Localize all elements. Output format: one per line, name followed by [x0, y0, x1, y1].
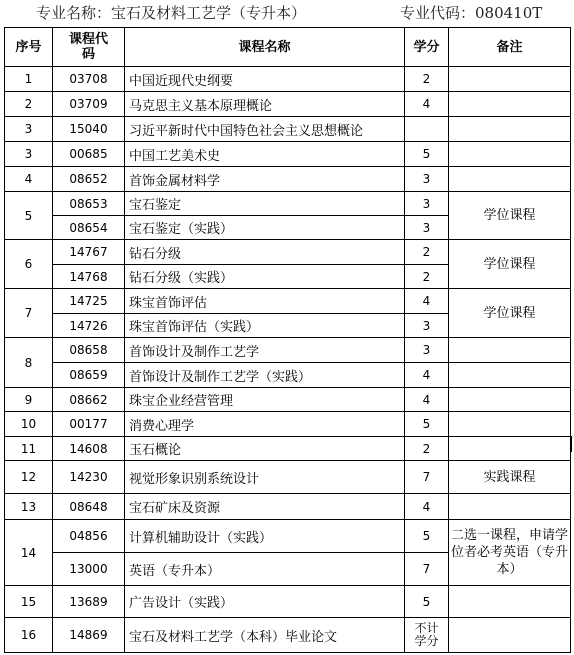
cell-name: 宝石及材料工艺学（本科）毕业论文 — [125, 618, 405, 653]
cell-name: 珠宝首饰评估（实践） — [125, 314, 405, 338]
cell-name: 宝石鉴定 — [125, 192, 405, 216]
cell-code: 13689 — [53, 586, 125, 618]
cell-name: 视觉形象识别系统设计 — [125, 461, 405, 494]
cell-code: 14767 — [53, 240, 125, 265]
table-row — [5, 437, 571, 461]
cell-remark-practice: 实践课程 — [449, 461, 571, 494]
table-row — [5, 117, 571, 142]
cell-credit: 4 — [405, 363, 449, 388]
cell-name: 首饰设计及制作工艺学 — [125, 338, 405, 363]
cell-credit: 3 — [405, 216, 449, 240]
cell-name: 中国工艺美术史 — [125, 142, 405, 167]
cell-seq: 12 — [5, 461, 53, 494]
cell-remark — [449, 494, 571, 520]
edge-mark — [570, 436, 572, 452]
cell-seq: 9 — [5, 388, 53, 412]
course-table — [4, 27, 571, 653]
cell-seq: 10 — [5, 412, 53, 437]
cell-seq: 5 — [5, 192, 53, 240]
cell-code: 14608 — [53, 437, 125, 461]
major-name: 专业名称：宝石及材料工艺学（专升本） — [36, 4, 307, 22]
cell-code: 00685 — [53, 142, 125, 167]
cell-remark — [449, 437, 571, 461]
cell-remark — [449, 92, 571, 117]
table-row — [5, 338, 571, 363]
cell-seq: 13 — [5, 494, 53, 520]
cell-seq: 14 — [5, 520, 53, 586]
cell-seq: 3 — [5, 117, 53, 142]
cell-code: 03708 — [53, 67, 125, 92]
cell-seq: 8 — [5, 338, 53, 388]
cell-remark — [449, 142, 571, 167]
table-row — [5, 92, 571, 117]
cell-credit: 不计学分 — [405, 618, 449, 653]
cell-seq: 6 — [5, 240, 53, 289]
cell-remark — [449, 412, 571, 437]
cell-code: 08653 — [53, 192, 125, 216]
cell-seq: 15 — [5, 586, 53, 618]
cell-remark — [449, 586, 571, 618]
cell-name: 马克思主义基本原理概论 — [125, 92, 405, 117]
cell-remark — [449, 117, 571, 142]
cell-credit: 4 — [405, 388, 449, 412]
cell-seq: 4 — [5, 167, 53, 192]
cell-code: 08658 — [53, 338, 125, 363]
cell-credit: 2 — [405, 67, 449, 92]
table-row — [5, 240, 571, 265]
cell-code: 14768 — [53, 265, 125, 289]
cell-remark — [449, 67, 571, 92]
cell-code: 08652 — [53, 167, 125, 192]
cell-name: 习近平新时代中国特色社会主义思想概论 — [125, 117, 405, 142]
col-header-remark: 备注 — [449, 28, 571, 67]
col-header-name: 课程名称 — [125, 28, 405, 67]
cell-credit: 3 — [405, 167, 449, 192]
cell-credit: 4 — [405, 494, 449, 520]
cell-name: 消费心理学 — [125, 412, 405, 437]
cell-name: 广告设计（实践） — [125, 586, 405, 618]
cell-credit: 4 — [405, 289, 449, 314]
cell-code: 14726 — [53, 314, 125, 338]
table-row — [5, 67, 571, 92]
cell-code: 08654 — [53, 216, 125, 240]
table-row — [5, 586, 571, 618]
cell-name: 首饰金属材料学 — [125, 167, 405, 192]
table-row — [5, 461, 571, 494]
cell-seq: 11 — [5, 437, 53, 461]
cell-credit: 3 — [405, 314, 449, 338]
cell-credit: 5 — [405, 412, 449, 437]
cell-credit: 3 — [405, 338, 449, 363]
cell-code: 08648 — [53, 494, 125, 520]
cell-remark — [449, 388, 571, 412]
cell-credit: 5 — [405, 142, 449, 167]
cell-code: 15040 — [53, 117, 125, 142]
cell-credit: 5 — [405, 586, 449, 618]
cell-code: 08659 — [53, 363, 125, 388]
table-row — [5, 618, 571, 653]
cell-remark-degree: 学位课程 — [449, 240, 571, 289]
cell-remark — [449, 618, 571, 653]
cell-credit: 7 — [405, 553, 449, 586]
cell-code: 14869 — [53, 618, 125, 653]
cell-name: 英语（专升本） — [125, 553, 405, 586]
cell-seq: 7 — [5, 289, 53, 338]
cell-code: 13000 — [53, 553, 125, 586]
cell-name: 中国近现代史纲要 — [125, 67, 405, 92]
cell-name: 珠宝企业经营管理 — [125, 388, 405, 412]
cell-remark-degree: 学位课程 — [449, 192, 571, 240]
cell-name: 宝石矿床及资源 — [125, 494, 405, 520]
cell-name: 钻石分级（实践） — [125, 265, 405, 289]
cell-code: 04856 — [53, 520, 125, 553]
cell-name: 计算机辅助设计（实践） — [125, 520, 405, 553]
table-row — [5, 167, 571, 192]
cell-name: 钻石分级 — [125, 240, 405, 265]
cell-seq: 16 — [5, 618, 53, 653]
cell-remark — [449, 338, 571, 363]
table-row — [5, 388, 571, 412]
col-header-code: 课程代码 — [53, 28, 125, 67]
cell-code: 00177 — [53, 412, 125, 437]
cell-seq: 3 — [5, 142, 53, 167]
table-row — [5, 192, 571, 216]
cell-remark — [449, 363, 571, 388]
cell-remark-degree: 学位课程 — [449, 289, 571, 338]
cell-code: 14230 — [53, 461, 125, 494]
cell-credit: 2 — [405, 240, 449, 265]
table-row — [5, 520, 571, 553]
major-code: 专业代码：080410T — [400, 4, 543, 22]
cell-name: 宝石鉴定（实践） — [125, 216, 405, 240]
cell-credit: 4 — [405, 92, 449, 117]
table-row — [5, 289, 571, 314]
table-header-row — [5, 28, 571, 67]
table-row — [5, 363, 571, 388]
cell-code: 08662 — [53, 388, 125, 412]
cell-remark-elective: 二选一课程，申请学位者必考英语（专升本） — [449, 520, 571, 586]
table-row — [5, 494, 571, 520]
cell-credit: 5 — [405, 520, 449, 553]
cell-code: 03709 — [53, 92, 125, 117]
cell-name: 首饰设计及制作工艺学（实践） — [125, 363, 405, 388]
table-row — [5, 412, 571, 437]
cell-credit: 2 — [405, 437, 449, 461]
cell-name: 玉石概论 — [125, 437, 405, 461]
cell-credit — [405, 117, 449, 142]
cell-credit: 7 — [405, 461, 449, 494]
cell-credit: 2 — [405, 265, 449, 289]
col-header-seq: 序号 — [5, 28, 53, 67]
cell-credit: 3 — [405, 192, 449, 216]
cell-code: 14725 — [53, 289, 125, 314]
page-header — [0, 0, 574, 26]
cell-seq: 1 — [5, 67, 53, 92]
cell-seq: 2 — [5, 92, 53, 117]
cell-remark — [449, 167, 571, 192]
cell-name: 珠宝首饰评估 — [125, 289, 405, 314]
table-row — [5, 142, 571, 167]
col-header-credit: 学分 — [405, 28, 449, 67]
